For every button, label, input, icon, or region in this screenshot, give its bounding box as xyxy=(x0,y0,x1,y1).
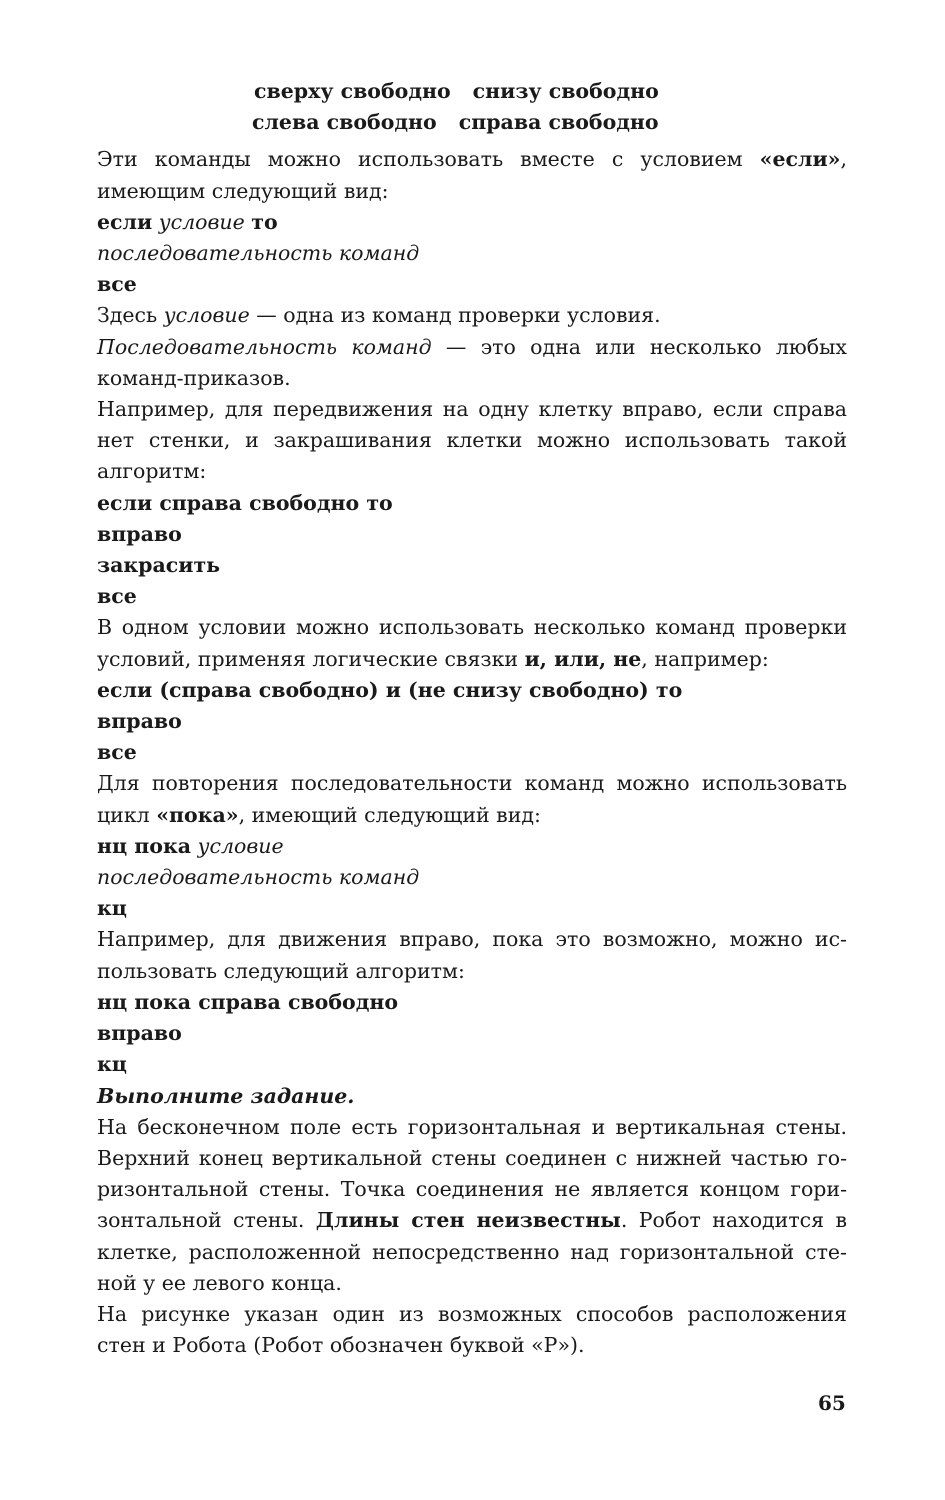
example1-line-3: алгоритм: xyxy=(97,459,207,484)
intro-line-1 xyxy=(97,144,847,175)
logic-line-2 xyxy=(97,644,847,675)
keyword-if-quoted: «если» xyxy=(759,147,841,172)
example2-line-2: пользовать следующий алгоритм: xyxy=(97,958,465,983)
if-syntax-body: последовательность команд xyxy=(97,241,420,266)
task-figure-line-2: стен и Робота (Робот обозначен буквой «Р»). xyxy=(97,1333,585,1358)
condition-down-free: снизу свободно xyxy=(472,79,659,103)
loop-line-2 xyxy=(97,800,847,831)
page-number: 65 xyxy=(818,1391,846,1415)
loop-condition: условие xyxy=(197,833,284,858)
example2-code-line: кц xyxy=(97,1052,127,1077)
task-paragraph-line xyxy=(97,1205,847,1236)
keyword-loop-start: нц пока xyxy=(97,833,192,858)
loop-syntax-end: кц xyxy=(97,896,127,921)
keyword-not: не xyxy=(613,646,642,671)
explain-text: — это одна или несколько любых xyxy=(431,334,847,359)
logic-separator: , xyxy=(539,646,555,671)
task-paragraph-line: Верхний конец вертикальной стены соединен с нижней частью го- xyxy=(97,1145,847,1170)
condition-commands-row-1 xyxy=(97,76,847,107)
task-paragraph-line: На бесконечном поле есть горизонтальная и вертикальная стены. xyxy=(97,1114,847,1139)
explain-text: Здесь xyxy=(97,303,164,328)
syntax-condition: условие xyxy=(158,209,245,234)
logic-code-line: если (справа свободно) и (не снизу свободно) то xyxy=(97,677,683,702)
logic-text: условий, применяя логические связки xyxy=(97,646,525,671)
logic-text: , например: xyxy=(641,646,769,671)
loop-text: , имеющий следующий вид: xyxy=(238,802,541,827)
condition-left-free: слева свободно xyxy=(252,110,437,135)
logic-line-1: В одном условии можно использовать несколько команд проверки xyxy=(97,615,847,640)
explain-line-1 xyxy=(97,300,847,331)
if-syntax-end: все xyxy=(97,272,137,297)
loop-text: цикл xyxy=(97,802,157,827)
intro-text: Эти команды можно использовать вместе с условием xyxy=(97,147,760,172)
task-figure-line-1: На рисунке указан один из возможных способов расположения xyxy=(97,1301,847,1326)
if-syntax-header xyxy=(97,207,847,238)
intro-comma: , xyxy=(840,147,847,172)
example1-line-1: Например, для передвижения на одну клетку вправо, если справа xyxy=(97,397,847,422)
task-paragraph-line: ной у ее левого конца. xyxy=(97,1270,342,1295)
explain-text: — одна из команд проверки условия. xyxy=(249,303,661,328)
example2-line-1: Например, для движения вправо, пока это возможно, можно ис- xyxy=(97,927,847,952)
example1-code-line: вправо xyxy=(97,521,182,546)
keyword-while-quoted: «пока» xyxy=(156,802,239,827)
task-heading: Выполните задание. xyxy=(97,1083,355,1108)
condition-commands-row-2 xyxy=(97,107,847,138)
task-paragraph-line: ризонтальной стены. Точка соединения не является концом гори- xyxy=(97,1177,847,1202)
logic-separator: , xyxy=(598,646,614,671)
example1-code-line: все xyxy=(97,584,137,609)
explain-sequence-term: Последовательность команд xyxy=(97,334,432,359)
explain-condition-term: условие xyxy=(163,303,250,328)
loop-line-1: Для повторения последовательности команд можно использовать xyxy=(97,771,847,796)
keyword-then: то xyxy=(251,209,278,234)
logic-code-line: все xyxy=(97,740,137,765)
loop-syntax-body: последовательность команд xyxy=(97,865,420,890)
task-text: . Робот находится в xyxy=(620,1208,847,1233)
example2-code-line: нц пока справа свободно xyxy=(97,989,399,1014)
example1-line-2: нет стенки, и закрашивания клетки можно использовать такой xyxy=(97,428,847,453)
page-text xyxy=(97,76,847,1361)
loop-syntax-header xyxy=(97,831,847,862)
intro-line-2: имеющим следующий вид: xyxy=(97,178,389,203)
keyword-or: или xyxy=(554,646,599,671)
explain-line-3: команд-приказов. xyxy=(97,365,291,390)
example1-code-line: если справа свободно то xyxy=(97,490,393,515)
condition-right-free: справа свободно xyxy=(458,110,659,135)
keyword-and: и xyxy=(524,646,540,671)
example2-code-line: вправо xyxy=(97,1021,182,1046)
condition-up-free: сверху свободно xyxy=(254,79,451,103)
task-emphasis: Длины стен неизвестны xyxy=(315,1208,621,1233)
task-text: зонтальной стены. xyxy=(97,1208,316,1233)
keyword-if: если xyxy=(97,209,153,234)
explain-line-2 xyxy=(97,332,847,363)
task-paragraph-line: клетке, расположенной непосредственно над горизонтальной сте- xyxy=(97,1239,847,1264)
example1-code-line: закрасить xyxy=(97,553,221,578)
logic-code-line: вправо xyxy=(97,709,182,734)
